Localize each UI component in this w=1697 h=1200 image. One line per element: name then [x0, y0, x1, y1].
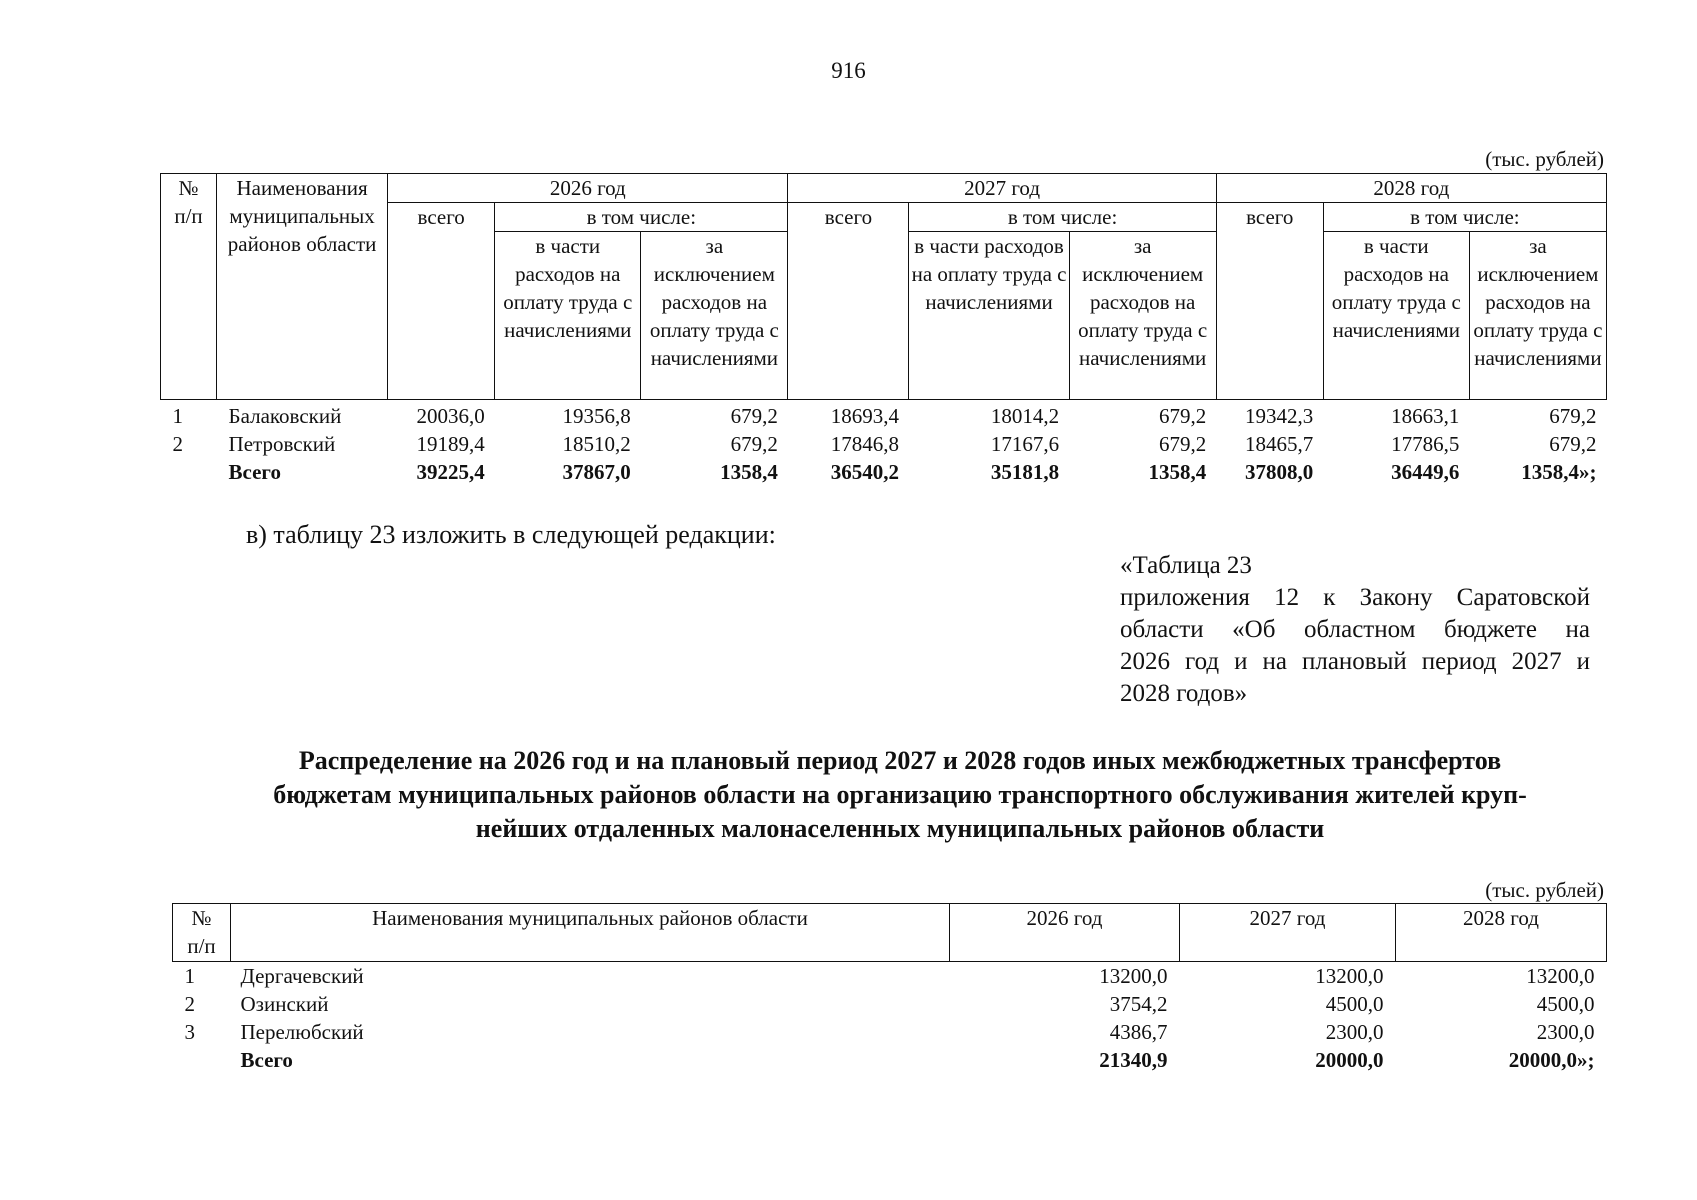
header-num: № п/п — [161, 174, 217, 400]
header-year-2028: 2028 год — [1396, 904, 1607, 962]
title-line: нейших отдаленных малонаселенных муниципальных районов области — [475, 814, 1325, 843]
cell-value: 3754,2 — [1109, 992, 1168, 1016]
cell-value: 2300,0 — [1325, 1020, 1384, 1044]
total-label: Всего — [240, 1048, 293, 1072]
header-year-2027: 2027 год — [1180, 904, 1396, 962]
row-num: 2 — [184, 992, 195, 1016]
instruction-text: в) таблицу 23 изложить в следующей редакции: — [246, 520, 776, 549]
cell-value: 13200,0 — [1099, 964, 1168, 988]
row-name: Балаковский — [228, 404, 342, 428]
header-year-2028: 2028 год — [1216, 174, 1606, 203]
header-year-2027: 2027 год — [788, 174, 1216, 203]
cell-value: 679,2 — [1158, 404, 1207, 428]
title-line: бюджетам муниципальных районов области на организацию транспортного обслуживания жителей круп- — [273, 780, 1527, 809]
section-title — [190, 744, 1610, 846]
table-row — [161, 430, 1607, 458]
total-value: 35181,8 — [990, 460, 1060, 484]
table-row — [173, 962, 1607, 991]
header-total-2027: всего — [788, 203, 909, 400]
cell-value: 679,2 — [1549, 432, 1597, 456]
header-total-2026: всего — [388, 203, 495, 400]
cell-value: 13200,0 — [1526, 964, 1595, 988]
row-name: Дергачевский — [240, 964, 364, 988]
total-value: 1358,4»; — [1521, 460, 1597, 484]
appendix-line: 2026 год и на плановый период 2027 и — [1120, 648, 1590, 675]
header-incl-2026: в том числе: — [495, 203, 788, 232]
header-incl-2028: в том числе: — [1323, 203, 1606, 232]
table1 — [160, 173, 1607, 486]
cell-value: 20036,0 — [416, 404, 485, 428]
header-total-2028: всего — [1216, 203, 1323, 400]
header-name: Наименования муниципальных районов области — [217, 174, 388, 400]
cell-value: 679,2 — [730, 432, 778, 456]
total-value: 20000,0»; — [1508, 1048, 1595, 1072]
total-value: 1358,4 — [720, 460, 778, 484]
total-value: 36449,6 — [1391, 460, 1460, 484]
header-labor-2028: в части расходов на оплату труда с начислениями — [1323, 232, 1469, 400]
row-num: 1 — [184, 964, 195, 988]
appendix-line: 2028 годов» — [1120, 680, 1248, 707]
row-num: 2 — [172, 432, 183, 456]
header-year-2026: 2026 год — [950, 904, 1180, 962]
table-row — [161, 400, 1607, 431]
header-name: Наименования муниципальных районов области — [231, 904, 950, 962]
cell-value: 679,2 — [1158, 432, 1207, 456]
row-name: Перелюбский — [240, 1020, 364, 1044]
cell-value: 18465,7 — [1245, 432, 1314, 456]
header-labor-2026: в части расходов на оплату труда с начислениями — [495, 232, 641, 400]
header-excl-2028: за исключением расходов на оплату труда с начислениями — [1469, 232, 1606, 400]
table-row — [173, 1018, 1607, 1046]
cell-value: 19189,4 — [416, 432, 485, 456]
cell-value: 18693,4 — [830, 404, 899, 428]
row-name: Петровский — [228, 432, 336, 456]
cell-value: 4500,0 — [1536, 992, 1595, 1016]
row-num: 3 — [184, 1020, 195, 1044]
cell-value: 19342,3 — [1245, 404, 1314, 428]
header-excl-2026: за исключением расходов на оплату труда с начислениями — [641, 232, 788, 400]
cell-value: 679,2 — [1549, 404, 1597, 428]
total-value: 1358,4 — [1148, 460, 1207, 484]
total-label: Всего — [228, 460, 281, 484]
appendix-line: «Таблица 23 — [1120, 552, 1252, 579]
cell-value: 18663,1 — [1391, 404, 1460, 428]
table1-unit-label: (тыс. рублей) — [1485, 147, 1604, 171]
total-value: 21340,9 — [1099, 1048, 1168, 1072]
cell-value: 18014,2 — [990, 404, 1060, 428]
cell-value: 2300,0 — [1536, 1020, 1595, 1044]
total-value: 36540,2 — [830, 460, 899, 484]
row-num: 1 — [172, 404, 183, 428]
cell-value: 679,2 — [730, 404, 778, 428]
cell-value: 19356,8 — [562, 404, 631, 428]
total-value: 37808,0 — [1245, 460, 1314, 484]
cell-value: 17167,6 — [990, 432, 1060, 456]
appendix-note — [1120, 550, 1590, 710]
appendix-line: области «Об областном бюджете на — [1120, 616, 1590, 643]
cell-value: 4500,0 — [1325, 992, 1384, 1016]
title-line: Распределение на 2026 год и на плановый период 2027 и 2028 годов иных межбюджетных трансфертов — [298, 746, 1502, 775]
cell-value: 4386,7 — [1109, 1020, 1168, 1044]
total-row — [173, 1046, 1607, 1074]
header-year-2026: 2026 год — [388, 174, 788, 203]
page-number: 916 — [831, 58, 866, 83]
header-excl-2027: за исключением расходов на оплату труда с начислениями — [1069, 232, 1216, 400]
table-row — [173, 990, 1607, 1018]
table2 — [172, 903, 1607, 1074]
cell-value: 18510,2 — [562, 432, 631, 456]
cell-value: 17786,5 — [1391, 432, 1460, 456]
cell-value: 13200,0 — [1315, 964, 1384, 988]
total-value: 39225,4 — [416, 460, 485, 484]
total-value: 20000,0 — [1315, 1048, 1384, 1072]
header-num: № п/п — [173, 904, 231, 962]
header-incl-2027: в том числе: — [909, 203, 1216, 232]
header-labor-2027: в части расходов на оплату труда с начислениями — [909, 232, 1069, 400]
total-value: 37867,0 — [562, 460, 631, 484]
total-row — [161, 458, 1607, 486]
appendix-line: приложения 12 к Закону Саратовской — [1120, 584, 1590, 611]
table2-unit-label: (тыс. рублей) — [1485, 878, 1604, 902]
row-name: Озинский — [240, 992, 329, 1016]
cell-value: 17846,8 — [830, 432, 899, 456]
